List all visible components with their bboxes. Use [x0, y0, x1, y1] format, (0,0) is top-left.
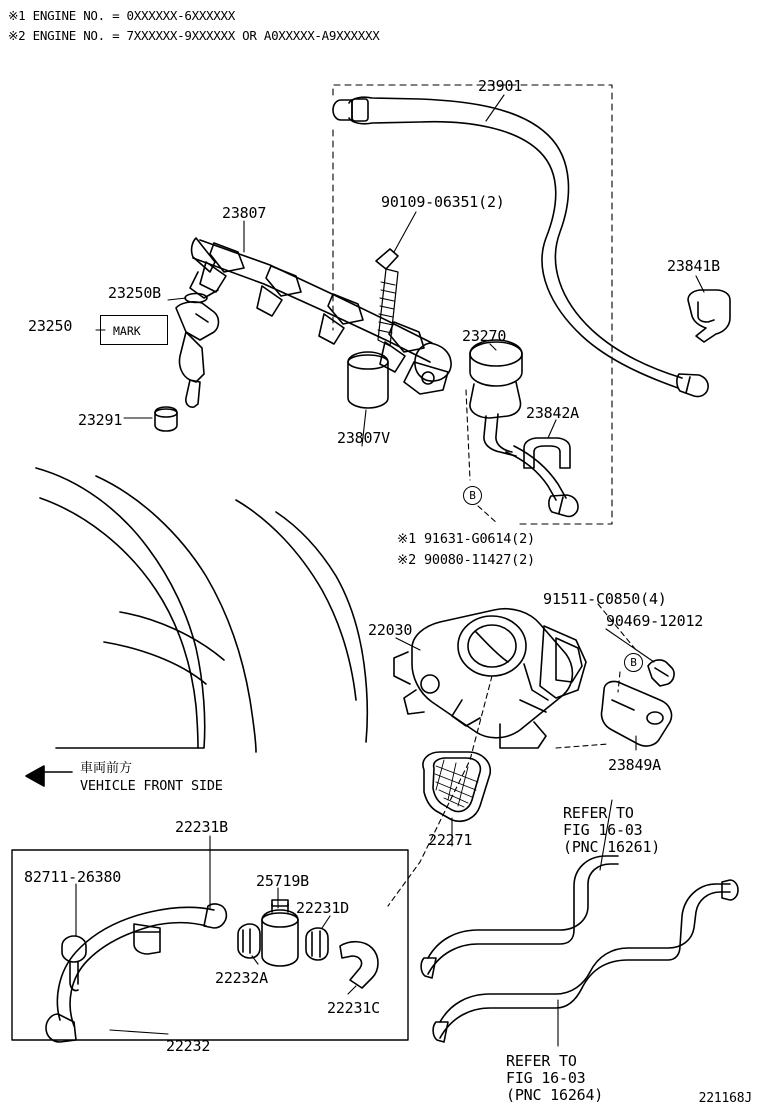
refer-16264-line-2: FIG 16-03 [506, 1069, 586, 1087]
callout-23807V[interactable]: 23807V [337, 429, 390, 447]
callout-23841B[interactable]: 23841B [667, 257, 720, 275]
mark-box-label: MARK [113, 324, 141, 338]
callout-90469-12012[interactable]: 90469-12012 [606, 612, 704, 630]
refer-16264-line-3: (PNC 16264) [506, 1086, 604, 1104]
callout-22231D[interactable]: 22231D [296, 899, 349, 917]
refer-16261-line-1: REFER TO [563, 804, 634, 822]
callout-25719B[interactable]: 25719B [256, 872, 309, 890]
vehicle-front-en-label: VEHICLE FRONT SIDE [80, 778, 223, 794]
callout-23901[interactable]: 23901 [478, 77, 523, 95]
callout-91631-G0614[interactable]: ※1 91631-G0614(2) [397, 531, 535, 547]
callout-23807[interactable]: 23807 [222, 204, 267, 222]
engine-no-note-1: ※1 ENGINE NO. = 0XXXXXX-6XXXXXX [8, 8, 235, 23]
refer-16261-line-2: FIG 16-03 [563, 821, 643, 839]
vehicle-front-jp-label: 車両前方 [80, 761, 133, 776]
refer-block-16264[interactable] [506, 1053, 603, 1104]
callout-23291[interactable]: 23291 [78, 411, 123, 429]
callout-23842A[interactable]: 23842A [526, 404, 579, 422]
refer-16264-line-1: REFER TO [506, 1052, 577, 1070]
callout-22231B[interactable]: 22231B [175, 818, 228, 836]
figure-id: 221168J [698, 1091, 752, 1106]
callout-23250[interactable]: 23250 [28, 317, 73, 335]
callout-22271[interactable]: 22271 [428, 831, 473, 849]
callout-22232A[interactable]: 22232A [215, 969, 268, 987]
bubble-b-2: B [624, 653, 643, 672]
callout-22030[interactable]: 22030 [368, 621, 413, 639]
bubble-b-1: B [463, 486, 482, 505]
refer-block-16261[interactable] [563, 805, 660, 856]
refer-16261-line-3: (PNC 16261) [563, 838, 661, 856]
callout-23270[interactable]: 23270 [462, 327, 507, 345]
callout-91511-C0850[interactable]: 91511-C0850(4) [543, 590, 667, 608]
callout-22232[interactable]: 22232 [166, 1037, 211, 1055]
callout-22231C[interactable]: 22231C [327, 999, 380, 1017]
callout-90109-06351[interactable]: 90109-06351(2) [381, 193, 505, 211]
callout-23250B[interactable]: 23250B [108, 284, 161, 302]
engine-no-note-2: ※2 ENGINE NO. = 7XXXXXX-9XXXXXX OR A0XXXXX-A9XXXXXX [8, 28, 380, 43]
callout-90080-11427[interactable]: ※2 90080-11427(2) [397, 552, 535, 568]
callout-82711-26380[interactable]: 82711-26380 [24, 868, 122, 886]
callout-23849A[interactable]: 23849A [608, 756, 661, 774]
